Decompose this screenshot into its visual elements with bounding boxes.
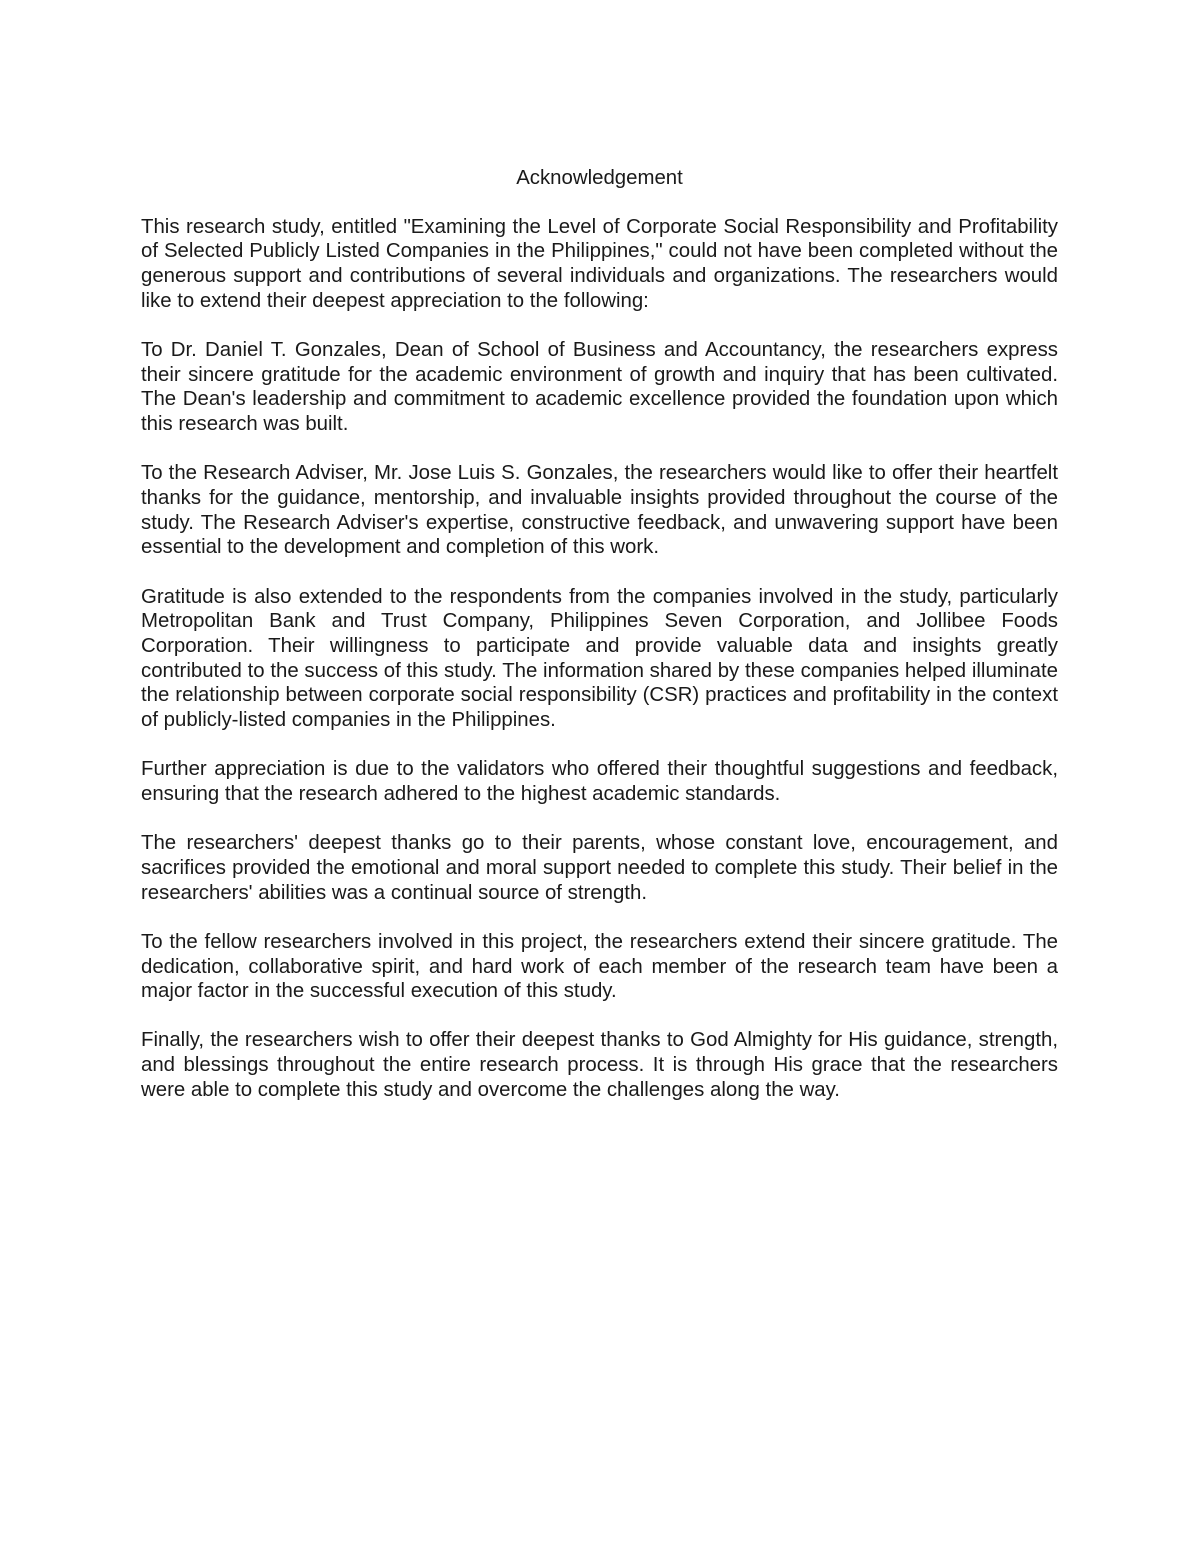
paragraph-fellow-researchers: To the fellow researchers involved in this project, the researchers extend their sincere gratitude. The dedication, collaborative spirit, and hard work of each member of the research team have been a major factor in the successful execution of this study.	[141, 930, 1058, 1003]
paragraph-god: Finally, the researchers wish to offer their deepest thanks to God Almighty for His guidance, strength, and blessings throughout the entire research process. It is through His grace that the researchers were able to complete this study and overcome the challenges along the way.	[141, 1029, 1058, 1101]
paragraph-adviser: To the Research Adviser, Mr. Jose Luis S. Gonzales, the researchers would like to offer their heartfelt thanks for the guidance, mentorship, and invaluable insights provided throughout the course of the study. The Research Adviser's expertise, constructive feedback, and unwavering support have been essential to the development and completion of this work.	[141, 462, 1058, 559]
paragraph-respondents: Gratitude is also extended to the respondents from the companies involved in the study, particularly Metropolitan Bank and Trust Company, Philippines Seven Corporation, and Jollibee Foods Corporation. Their willingness to participate and provide valuable data and insights greatly contributed to the success of this study. The information shared by these companies helped illuminate the relationship between corporate social responsibility (CSR) practices and profitability in the context of publicly-listed companies in the Philippines.	[141, 585, 1058, 732]
paragraph-validators: Further appreciation is due to the validators who offered their thoughtful suggestions and feedback, ensuring that the research adhered to the highest academic standards.	[141, 758, 1058, 806]
document-body	[141, 166, 1058, 1127]
page-title: Acknowledgement	[516, 167, 683, 189]
paragraph-intro: This research study, entitled "Examining the Level of Corporate Social Responsibility and Profitability of Selected Publicly Listed Companies in the Philippines," could not have been completed without the generous support and contributions of several individuals and organizations. The researchers would like to extend their deepest appreciation to the following:	[141, 215, 1058, 312]
paragraph-parents: The researchers' deepest thanks go to their parents, whose constant love, encouragement, and sacrifices provided the emotional and moral support needed to complete this study. Their belief in the researchers' abilities was a continual source of strength.	[141, 832, 1058, 904]
paragraph-dean: To Dr. Daniel T. Gonzales, Dean of School of Business and Accountancy, the researchers express their sincere gratitude for the academic environment of growth and inquiry that has been cultivated. The Dean's leadership and commitment to academic excellence provided the foundation upon which this research was built.	[141, 339, 1058, 436]
